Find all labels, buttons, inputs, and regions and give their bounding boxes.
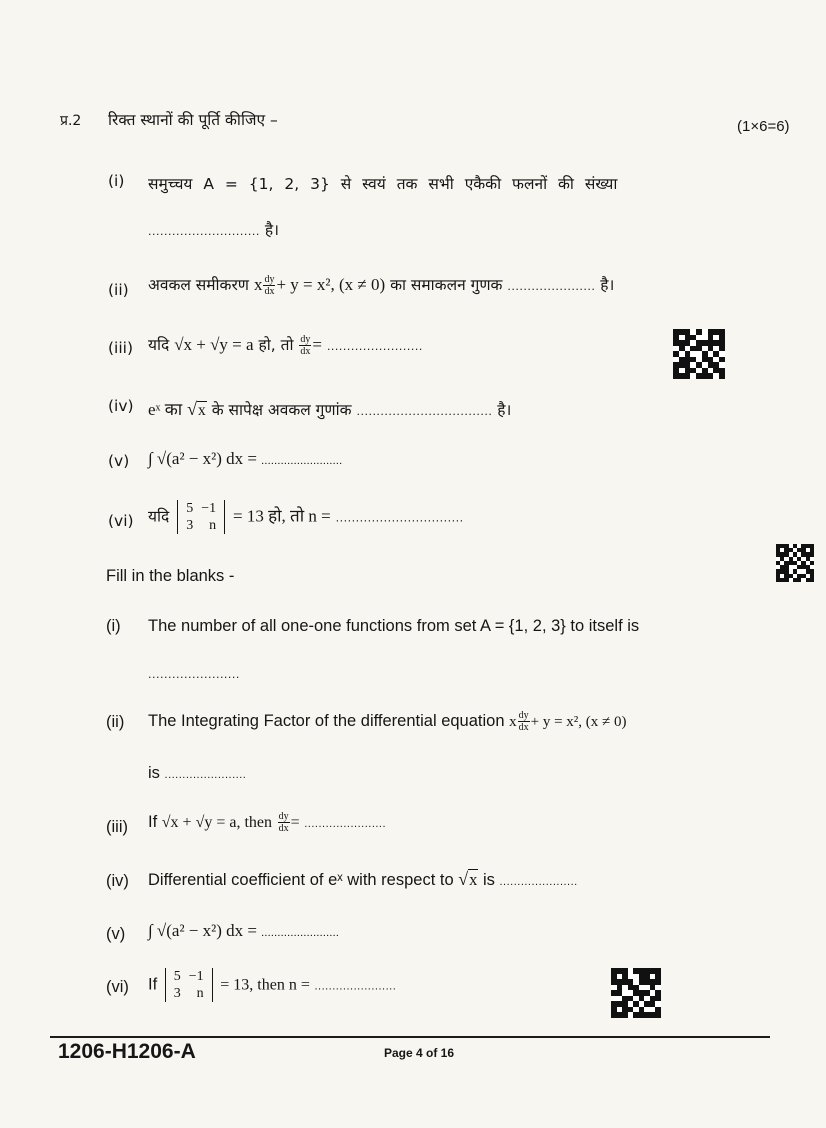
english-item-3-text: If √x + √y = a, then $\frac{dy}{dx}$ = ....................... — [148, 811, 387, 834]
hindi-item-5-text: ∫ √(a² − x²) dx = ......................... — [148, 449, 343, 468]
footer-divider — [50, 1036, 770, 1038]
english-item-5-text: ∫ √(a² − x²) dx = ........................ — [148, 921, 340, 940]
hindi-item-1-number: (i) — [108, 172, 125, 190]
determinant: 5 −1 3 n — [177, 500, 225, 534]
hindi-item-3-number: (iii) — [108, 339, 134, 357]
section-heading-english: Fill in the blanks - — [106, 567, 235, 585]
hindi-item-4-number: (iv) — [108, 397, 134, 415]
answer-blank[interactable]: ....................... — [164, 769, 247, 781]
hindi-item-2-number: (ii) — [108, 281, 129, 299]
hindi-item-4-text: eˣ का √x के सापेक्ष अवकल गुणांक .................................. है। — [148, 399, 512, 419]
english-item-3-number: (iii) — [106, 818, 128, 836]
answer-blank[interactable]: ............................ — [148, 225, 260, 238]
marks-label: (1×6=6) — [737, 118, 790, 135]
answer-blank[interactable]: ...................... — [499, 876, 578, 888]
answer-blank[interactable]: ........................ — [326, 340, 423, 353]
answer-blank[interactable]: ........................ — [261, 927, 340, 939]
qr-code-icon — [611, 968, 661, 1018]
qr-code-icon — [673, 329, 725, 379]
english-item-6-number: (vi) — [106, 978, 129, 996]
answer-blank[interactable]: ...................... — [507, 280, 596, 293]
hindi-item-6-text: यदि 5 −1 3 n = 13 हो, तो n = ................................ — [148, 501, 464, 533]
page-number: Page 4 of 16 — [384, 1046, 455, 1060]
hindi-item-2-text: अवकल समीकरण x $\frac{dy}{dx}$ + y = x², (x ≠ 0) का समाकलन गुणक ...................... है। — [148, 274, 615, 297]
hindi-item-6-number: (vi) — [108, 512, 134, 530]
answer-blank[interactable]: ................................ — [335, 511, 464, 525]
english-item-4-number: (iv) — [106, 872, 129, 890]
determinant: 5 −1 3 n — [165, 968, 213, 1002]
answer-blank[interactable]: .................................. — [356, 405, 493, 418]
hindi-item-3-text: यदि √x + √y = a हो, तो $\frac{dy}{dx}$ = ........................ — [148, 334, 423, 357]
hindi-item-1-line2: ............................ है। — [148, 221, 279, 239]
english-item-5-number: (v) — [106, 925, 126, 943]
paper-code: 1206-H1206-A — [58, 1040, 196, 1063]
english-item-1-text: The number of all one-one functions from set A = {1, 2, 3} to itself is — [148, 617, 640, 635]
english-item-6-text: If 5 −1 3 n = 13, then n = ....................... — [148, 969, 397, 1001]
english-item-2-line2: is ....................... — [148, 764, 247, 782]
answer-blank[interactable]: ....................... — [304, 817, 387, 830]
hindi-item-1-text: समुच्चय A = {1, 2, 3} से स्वयं तक सभी एकैकी फलनों की संख्या — [148, 175, 618, 193]
question-number: प्र.2 — [60, 113, 82, 129]
qr-code-icon — [776, 544, 814, 582]
english-item-1-number: (i) — [106, 617, 121, 635]
english-item-2-number: (ii) — [106, 713, 125, 731]
answer-blank[interactable]: ....................... — [314, 980, 397, 993]
english-item-4-text: Differential coefficient of eˣ with respect to √x is ...................... — [148, 869, 578, 889]
answer-blank[interactable]: ......................... — [261, 455, 343, 467]
english-item-2-text: The Integrating Factor of the differential equation x $\frac{dy}{dx}$ + y = x², (x ≠ 0) — [148, 710, 627, 733]
section-heading-hindi: रिक्त स्थानों की पूर्ति कीजिए – — [108, 111, 278, 129]
answer-blank[interactable]: ....................... — [148, 668, 240, 681]
hindi-item-5-number: (v) — [108, 452, 130, 470]
